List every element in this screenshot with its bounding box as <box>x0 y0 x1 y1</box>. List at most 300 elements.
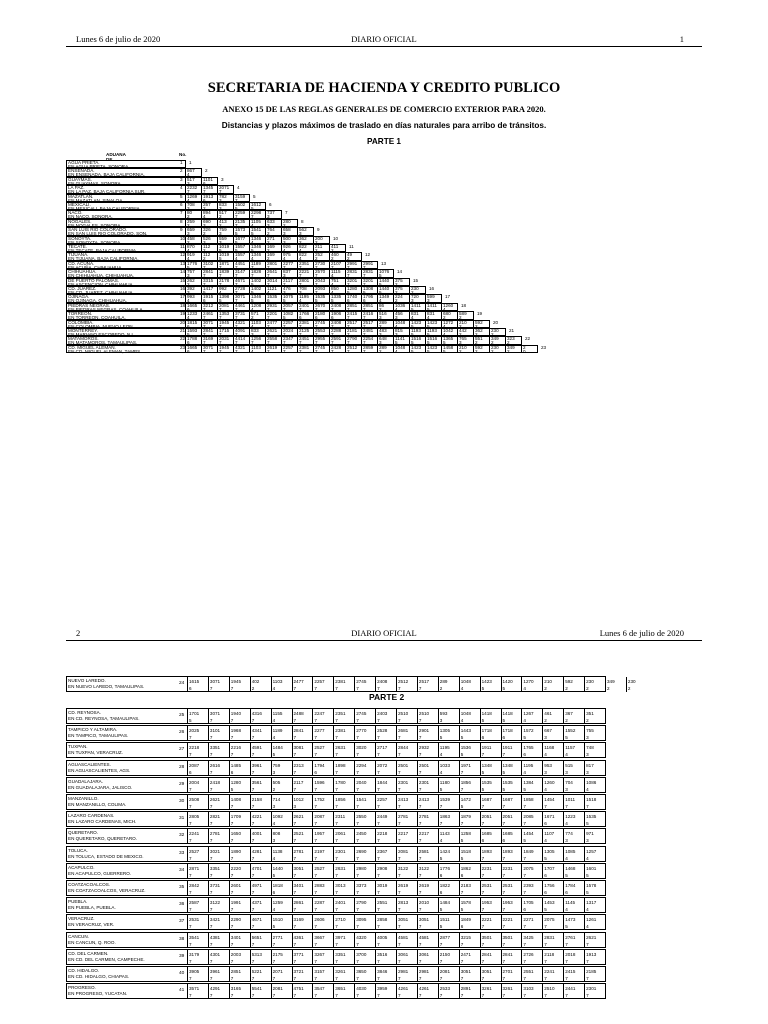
days-value: 7 <box>219 340 222 346</box>
distance-km: 1440 <box>379 277 390 283</box>
distance-cell <box>250 269 266 277</box>
distance-km: 894 <box>203 210 211 216</box>
table-row <box>66 320 186 328</box>
distance-km: 648 <box>379 336 387 342</box>
distance-km: 3061 <box>398 951 409 957</box>
distance-km: 230 <box>491 344 499 350</box>
distance-cell <box>490 328 506 336</box>
distance-km: 2844 <box>398 745 409 751</box>
distance-cell <box>187 967 209 982</box>
distance-km: 1346 <box>251 252 262 258</box>
row-number: 22 <box>180 336 186 342</box>
days-value: 7 <box>293 735 297 741</box>
distance-km: 2185 <box>586 969 597 974</box>
distance-km: 2531 <box>481 883 492 888</box>
days-value: 6 <box>189 769 192 775</box>
distance-cell <box>333 829 355 844</box>
distance-cell <box>186 328 202 336</box>
days-value: 6 <box>187 323 190 329</box>
distance-km: 2401 <box>335 900 346 906</box>
distance-cell <box>187 795 209 810</box>
days-value: 3 <box>565 769 568 775</box>
distance-cell <box>501 726 523 741</box>
days-value: 7 <box>544 941 547 947</box>
days-value: 7 <box>398 718 401 723</box>
diagonal-number: 21 <box>509 328 515 333</box>
distance-km: 1502 <box>235 202 246 207</box>
aduana-name: LAZARO CARDENAS. <box>68 813 115 819</box>
distance-cell <box>417 829 439 844</box>
days-value: 7 <box>460 821 464 827</box>
distance-cell <box>202 278 218 286</box>
days-value: 7 <box>481 907 485 913</box>
distance-cell <box>542 864 564 879</box>
distance-km: 3401 <box>293 883 304 888</box>
distance-km: 2093 <box>315 286 326 291</box>
distance-cell <box>521 933 543 948</box>
distance-km: 1076 <box>379 269 390 275</box>
distance-cell <box>584 967 606 982</box>
days-value: 2 <box>203 206 206 211</box>
days-value: 7 <box>398 686 401 691</box>
distance-km: 3731 <box>235 311 246 317</box>
days-value: 5 <box>379 290 382 295</box>
distance-km: 1685 <box>481 831 492 837</box>
distance-km: 3102 <box>203 260 214 266</box>
days-value: 7 <box>377 686 380 691</box>
distance-cell <box>354 812 376 827</box>
days-value: 7 <box>502 958 506 964</box>
distance-km: 362 <box>475 328 483 333</box>
days-value: 6 <box>363 298 366 304</box>
days-value: 3 <box>219 206 222 211</box>
distance-cell <box>459 726 481 741</box>
distance-km: 2197 <box>314 848 325 854</box>
distance-cell <box>474 345 490 353</box>
aduana-name: CD. JUAREZ. <box>68 286 97 291</box>
days-value: 3 <box>203 239 206 245</box>
distance-cell <box>584 812 606 827</box>
distance-cell <box>292 864 314 879</box>
distance-km: 4451 <box>235 260 246 266</box>
distance-cell <box>563 881 585 896</box>
distance-cell <box>480 709 502 724</box>
distance-cell <box>298 294 314 302</box>
distance-cell <box>202 177 218 185</box>
distance-km: 2301 <box>586 986 597 992</box>
aduana-name: TECATE. <box>68 244 88 249</box>
days-value: 5 <box>523 838 526 844</box>
distance-km: 1573 <box>235 227 246 233</box>
distance-km: 1195 <box>523 762 534 768</box>
days-value: 7 <box>356 718 359 723</box>
distance-cell <box>375 915 397 930</box>
distance-km: 1815 <box>187 319 198 325</box>
days-value: 7 <box>230 686 234 691</box>
distance-cell <box>410 294 426 302</box>
distance-cell <box>506 345 522 353</box>
days-value: 2 <box>565 686 568 691</box>
distance-km: 1048 <box>395 344 406 350</box>
days-value: 6 <box>481 735 485 741</box>
table-row <box>66 160 186 168</box>
distance-km: 2277 <box>283 260 294 266</box>
aduana-name: TIJUANA. <box>68 252 89 258</box>
distance-cell <box>186 202 202 210</box>
distance-km: 1511 <box>439 917 450 923</box>
distance-cell <box>459 847 481 862</box>
distance-cell <box>410 286 426 294</box>
distance-cell <box>282 320 298 328</box>
days-value: 7 <box>209 855 213 861</box>
distance-cell <box>292 812 314 827</box>
days-value: 3 <box>565 838 568 844</box>
days-value: 7 <box>544 958 547 964</box>
days-value: 7 <box>347 281 350 287</box>
distance-km: 1707 <box>544 865 555 871</box>
aduana-name: PROGRESO. <box>68 985 96 991</box>
days-value: 5 <box>427 306 430 312</box>
days-value: 4 <box>187 256 190 262</box>
distance-cell <box>333 864 355 879</box>
distance-km: 992 <box>219 286 227 291</box>
distance-cell <box>298 336 314 344</box>
distance-km: 837 <box>283 269 291 275</box>
distance-cell <box>266 269 282 277</box>
aduana-name: COATZACOALCOS. <box>68 882 111 887</box>
distance-cell <box>187 829 209 844</box>
distance-km: 1822 <box>439 883 451 888</box>
distance-km: 1402 <box>251 277 262 283</box>
days-value: 7 <box>335 718 338 723</box>
days-value: 7 <box>331 332 334 337</box>
distance-km: 461 <box>544 711 552 716</box>
distance-cell <box>330 252 346 260</box>
days-value: 7 <box>299 348 302 354</box>
distance-cell <box>501 881 523 896</box>
distance-km: 658 <box>283 227 291 233</box>
days-value: 2 <box>491 332 494 337</box>
header-journal: DIARIO OFICIAL <box>351 34 417 44</box>
distance-km: 456 <box>395 311 403 317</box>
distance-km: 2117 <box>293 779 304 785</box>
days-value: 7 <box>418 993 422 999</box>
days-value: 7 <box>481 855 485 861</box>
days-value: 7 <box>219 264 222 270</box>
days-value: 7 <box>293 907 297 913</box>
days-value: 3 <box>459 340 462 346</box>
days-value: 5 <box>481 769 485 775</box>
days-value: 5 <box>272 872 276 878</box>
distance-km: 1092 <box>272 814 283 820</box>
distance-cell <box>584 898 606 913</box>
distance-km: 1420 <box>502 679 513 684</box>
aduana-location: EN MATAMOROS, TAMAULIPAS. <box>68 340 138 346</box>
days-value: 2 <box>299 239 302 245</box>
distance-km: 3169 <box>293 917 304 923</box>
distance-km: 2531 <box>502 883 513 888</box>
days-value: 7 <box>481 890 485 895</box>
header-rule-2 <box>66 640 702 641</box>
distance-km: 1665 <box>187 302 198 308</box>
distance-km: 759 <box>219 227 227 233</box>
aduana-name: OJINAGA. <box>68 294 90 300</box>
distance-km: 2408 <box>377 679 388 684</box>
distance-km: 1844 <box>377 779 388 785</box>
distance-cell <box>410 328 426 336</box>
days-value: 7 <box>523 855 526 861</box>
distance-cell <box>202 227 218 235</box>
row-number: 36 <box>179 902 185 908</box>
days-value: 7 <box>251 735 255 741</box>
days-value: 7 <box>251 264 254 270</box>
distance-km: 4414 <box>235 336 246 342</box>
distance-cell <box>438 795 460 810</box>
days-value: 5 <box>544 907 547 913</box>
distance-cell <box>333 915 355 930</box>
distance-km: 2745 <box>315 319 326 325</box>
distance-cell <box>271 933 293 948</box>
days-value: 2 <box>475 323 478 329</box>
distance-cell <box>330 336 346 344</box>
table-row <box>66 252 186 260</box>
days-value: 7 <box>363 315 366 321</box>
distance-km: 1305 <box>544 848 555 854</box>
days-value: 7 <box>203 332 206 337</box>
distance-km: 4321 <box>235 319 246 325</box>
distance-cell <box>186 219 202 227</box>
aduana-name: TOLUCA. <box>68 847 88 853</box>
distance-km: 2218 <box>189 745 200 751</box>
days-value: 3 <box>187 273 190 279</box>
distance-cell <box>208 726 230 741</box>
days-value: 4 <box>272 821 276 827</box>
distance-cell <box>186 336 202 344</box>
days-value: 7 <box>189 872 192 878</box>
diagonal-number: 16 <box>429 286 435 291</box>
distance-cell <box>229 778 251 793</box>
table-row <box>66 760 606 776</box>
days-value: 7 <box>356 804 359 809</box>
distance-cell <box>250 278 266 286</box>
distance-cell <box>563 984 585 999</box>
distance-km: 2621 <box>267 328 278 333</box>
distance-cell <box>459 864 481 879</box>
days-value: 3 <box>283 231 286 237</box>
distance-km: 1418 <box>481 711 492 716</box>
days-value: 7 <box>314 804 317 809</box>
days-value: 7 <box>418 769 422 775</box>
days-value: 7 <box>565 976 568 981</box>
distance-cell <box>362 311 378 319</box>
days-value: 2 <box>395 290 398 295</box>
distance-cell <box>202 236 218 244</box>
days-value: 6 <box>203 197 206 203</box>
days-value: 7 <box>314 855 317 861</box>
days-value: 7 <box>356 890 359 895</box>
days-value: 5 <box>203 290 206 295</box>
distance-km: 3846 <box>377 969 388 974</box>
days-value: 5 <box>439 907 443 913</box>
days-value: 7 <box>219 323 222 329</box>
diagonal-number: 4 <box>237 185 240 191</box>
distance-cell <box>208 677 230 692</box>
days-value: 7 <box>299 264 302 270</box>
diagonal-number: 20 <box>493 319 499 325</box>
distance-km: 4371 <box>251 900 262 906</box>
days-value: 2 <box>627 686 631 691</box>
days-value: 7 <box>523 821 526 827</box>
distance-cell <box>186 252 202 260</box>
distance-km: 3013 <box>335 883 346 888</box>
distance-cell <box>333 881 355 896</box>
distance-km: 2231 <box>481 865 492 871</box>
distance-cell <box>282 227 298 235</box>
distance-cell <box>442 336 458 344</box>
diagonal-number: 17 <box>445 294 451 300</box>
distance-cell <box>312 709 334 724</box>
distance-km: 1143 <box>439 831 450 837</box>
days-value: 7 <box>377 752 380 758</box>
distance-km: 1272 <box>443 319 454 325</box>
distance-km: 3071 <box>235 294 246 300</box>
distance-km: 2381 <box>299 344 310 350</box>
aduana-name: MANZANILLO. <box>68 796 99 801</box>
distance-km: 2501 <box>418 762 430 768</box>
column-header-no: No. <box>179 152 187 157</box>
distance-cell <box>346 336 362 344</box>
distance-cell <box>250 829 272 844</box>
distance-cell <box>312 677 334 692</box>
distance-km: 1042 <box>443 328 454 333</box>
distance-km: 1048 <box>460 711 471 716</box>
distance-km: 2527 <box>189 848 200 854</box>
days-value: 3 <box>586 752 589 758</box>
days-value: 2 <box>315 248 318 253</box>
distance-cell <box>314 311 330 319</box>
distance-cell <box>218 185 234 193</box>
distance-km: 1138 <box>272 848 283 854</box>
distance-cell <box>506 336 522 344</box>
distance-cell <box>202 336 218 344</box>
diagonal-number: 19 <box>477 311 483 317</box>
distance-km: 1353 <box>219 311 230 317</box>
distance-km: 2550 <box>356 814 367 820</box>
distance-km: 3501 <box>481 934 492 940</box>
distance-km: 1557 <box>235 244 246 249</box>
aduana-location: EN PUEBLA, PUEBLA. <box>68 905 116 911</box>
days-value: 7 <box>460 976 464 981</box>
days-value: 5 <box>460 838 464 844</box>
days-value: 3 <box>272 804 276 809</box>
distance-cell <box>542 933 564 948</box>
days-value: 3 <box>283 290 286 295</box>
days-value: 7 <box>347 315 350 321</box>
distance-km: 2517 <box>347 319 358 325</box>
distance-km: 2512 <box>347 344 358 350</box>
days-value: 7 <box>335 838 338 844</box>
days-value: 3 <box>299 231 302 237</box>
days-value: 4 <box>586 855 589 861</box>
distance-km: 2 <box>523 344 526 350</box>
distance-km: 1103 <box>272 679 283 684</box>
distance-km: 2991 <box>347 260 358 266</box>
distance-km: 2241 <box>544 969 555 974</box>
distance-km: 2087 <box>189 762 200 768</box>
distance-km: 764 <box>267 227 275 233</box>
distance-km: 2745 <box>356 711 367 716</box>
days-value: 7 <box>398 872 401 878</box>
days-value: 5 <box>283 298 286 304</box>
days-value: 2 <box>187 222 190 228</box>
row-number: 31 <box>179 816 185 822</box>
days-value: 4 <box>395 348 398 354</box>
days-value: 7 <box>565 941 568 947</box>
distance-km: 1349 <box>379 294 390 300</box>
distance-cell <box>314 345 330 353</box>
distance-cell <box>438 984 460 999</box>
days-value: 7 <box>523 993 526 999</box>
days-value: 7 <box>335 804 338 809</box>
distance-cell <box>229 829 251 844</box>
days-value: 4 <box>272 718 276 723</box>
distance-cell <box>501 915 523 930</box>
distance-cell <box>208 915 230 930</box>
distance-cell <box>459 984 481 999</box>
distance-cell <box>202 202 218 210</box>
distance-km: 2241 <box>189 831 200 837</box>
distance-km: 2217 <box>398 831 409 837</box>
distance-km: 3159 <box>235 193 246 199</box>
distance-km: 112 <box>203 252 211 258</box>
distance-cell <box>375 898 397 913</box>
distance-cell <box>438 847 460 862</box>
days-value: 7 <box>418 924 422 930</box>
days-value: 3 <box>544 769 547 775</box>
distance-km: 2841 <box>481 951 492 957</box>
distance-cell <box>375 967 397 982</box>
distance-cell <box>282 219 298 227</box>
distance-cell <box>521 915 543 930</box>
row-number: 17 <box>180 294 186 300</box>
distance-cell <box>459 709 481 724</box>
distance-cell <box>186 210 202 218</box>
distance-cell <box>186 320 202 328</box>
distance-km: 659 <box>187 227 195 233</box>
distance-cell <box>218 202 234 210</box>
distance-cell <box>250 709 272 724</box>
distance-km: 2415 <box>565 969 576 974</box>
distance-cell <box>480 795 502 810</box>
distance-cell <box>266 311 282 319</box>
distance-cell <box>333 743 355 758</box>
distance-cell <box>298 278 314 286</box>
distance-cell <box>378 311 394 319</box>
days-value: 2 <box>491 340 494 346</box>
aduana-name: TORREON. <box>68 311 93 317</box>
days-value: 2 <box>267 231 270 237</box>
days-value: 5 <box>481 718 485 723</box>
row-number: 41 <box>179 988 185 994</box>
distance-km: 2858 <box>377 917 388 923</box>
distance-cell <box>250 726 272 741</box>
distance-cell <box>312 761 334 776</box>
distance-cell <box>250 898 272 913</box>
days-value: 7 <box>502 924 506 930</box>
days-value: 7 <box>189 838 192 844</box>
distance-cell <box>459 812 481 827</box>
days-value: 7 <box>315 306 318 312</box>
